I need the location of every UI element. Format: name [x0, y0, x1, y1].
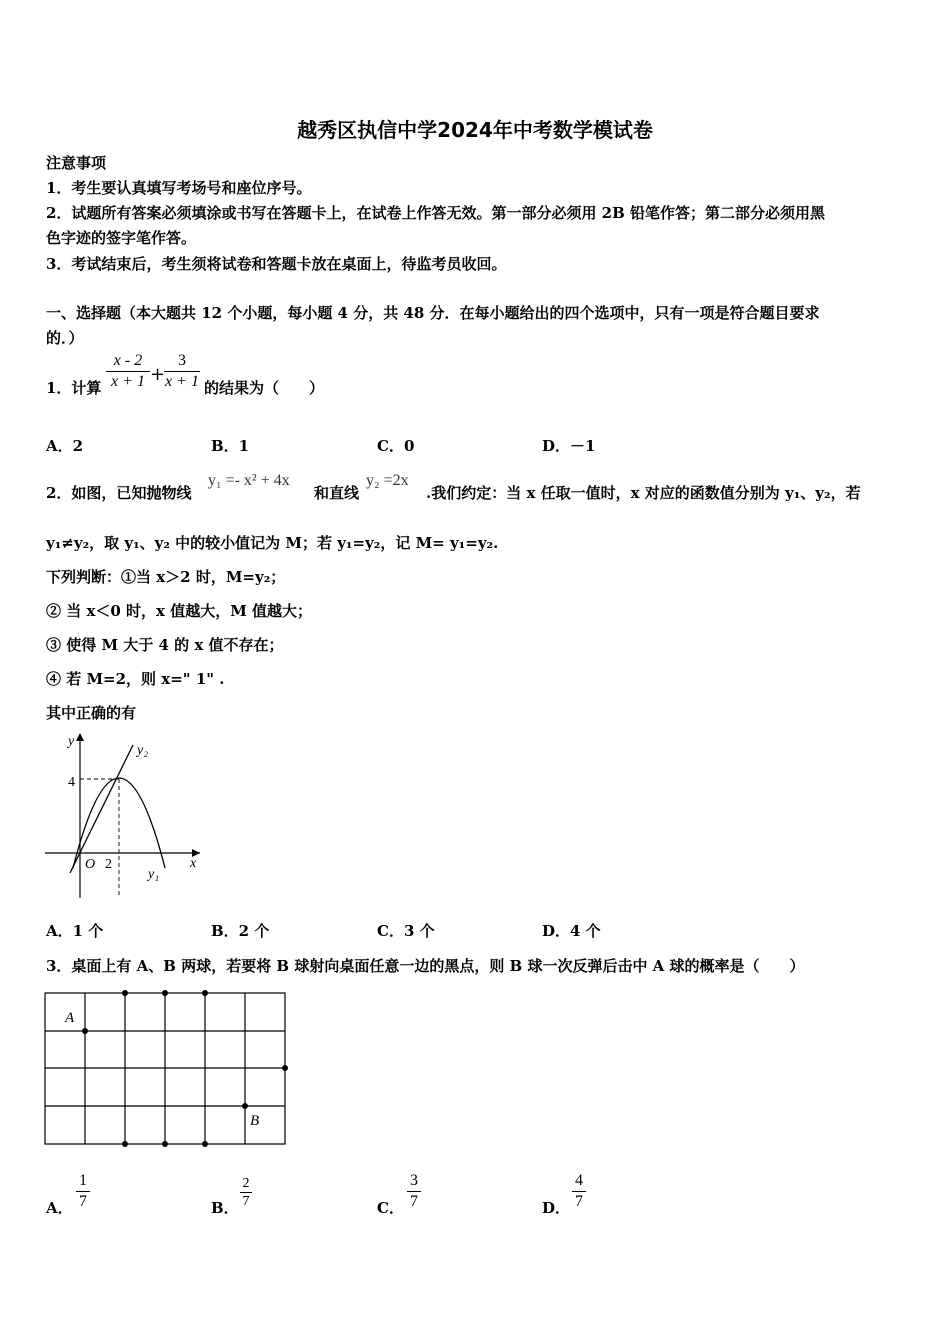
- q2-parabola-formula: y₁ =- x² + 4x: [208, 472, 290, 489]
- q3-table-grid: [40, 986, 296, 1151]
- q1-option-c: C．0: [377, 437, 415, 455]
- q3-option-d-fraction: [572, 1171, 586, 1212]
- frac-den: 7: [575, 1193, 583, 1210]
- q1-frac2-den: x + 1: [165, 373, 199, 390]
- q2-line2: y₁≠y₂，取 y₁、y₂ 中的较小值记为 M；若 y₁=y₂，记 M= y₁=y₂.: [46, 534, 499, 552]
- q2-line-formula: y₂ =2x: [366, 472, 409, 489]
- edge-point: [122, 990, 128, 996]
- q3-option-b-letter: B．: [211, 1199, 239, 1217]
- notice-item: 色字迹的签字笔作答。: [46, 229, 197, 247]
- edge-point: [122, 1141, 128, 1147]
- q1-fraction-1: [106, 351, 150, 392]
- q2-correct-prompt: 其中正确的有: [46, 704, 137, 722]
- q3-option-c-letter: C．: [377, 1199, 404, 1217]
- q2-text-part3: .我们约定：当 x 任取一值时，x 对应的函数值分别为 y₁、y₂，若: [426, 484, 861, 502]
- notice-heading: 注意事项: [46, 154, 107, 172]
- graph-y2-label: y₂: [137, 743, 149, 758]
- q2-judgement-2: ② 当 x＜0 时，x 值越大，M 值越大；: [46, 602, 313, 620]
- ball-b: [242, 1103, 248, 1109]
- frac-num: 4: [575, 1172, 583, 1189]
- graph-y-label: y: [68, 734, 75, 749]
- q3-option-a-fraction: [76, 1171, 90, 1212]
- q3-option-b-fraction: [240, 1175, 252, 1210]
- edge-point: [282, 1065, 288, 1071]
- y-axis-arrow: [76, 733, 84, 741]
- q2-option-a: A．1 个: [46, 922, 104, 940]
- q1-prefix: 1．计算: [46, 379, 102, 397]
- q2-text-part1: 2．如图，已知抛物线: [46, 484, 192, 502]
- edge-point: [162, 1141, 168, 1147]
- q2-option-d: D．4 个: [542, 922, 601, 940]
- edge-point: [162, 990, 168, 996]
- q3-option-d-letter: D．: [542, 1199, 571, 1217]
- q1-option-a: A．2: [46, 437, 84, 455]
- edge-point: [202, 990, 208, 996]
- notice-item: 1．考生要认真填写考场号和座位序号。: [46, 179, 312, 197]
- notice-item: 3．考试结束后，考生须将试卷和答题卡放在桌面上，待监考员收回。: [46, 255, 507, 273]
- q1-plus: +: [150, 364, 166, 385]
- page-title: 越秀区执信中学2024年中考数学模试卷: [297, 118, 653, 142]
- q3-option-c-fraction: [407, 1171, 421, 1212]
- frac-num: 2: [242, 1176, 250, 1191]
- q2-judgement-4: ④ 若 M=2，则 x=" 1" .: [46, 670, 225, 688]
- edge-point: [202, 1141, 208, 1147]
- label-a: A: [65, 1010, 75, 1026]
- ball-a: [82, 1028, 88, 1034]
- q1-suffix: 的结果为（ ）: [204, 379, 325, 397]
- graph-tick-4: 4: [68, 775, 75, 790]
- label-b: B: [250, 1113, 260, 1129]
- q1-option-d: D．－1: [542, 437, 596, 455]
- q2-graph: [40, 728, 210, 903]
- section-heading: 一、选择题（本大题共 12 个小题，每小题 4 分，共 48 分．在每小题给出的四个选项中，只有一项是符合题目要求: [46, 304, 820, 322]
- q2-judgement-3: ③ 使得 M 大于 4 的 x 值不存在；: [46, 636, 284, 654]
- frac-den: 7: [242, 1194, 250, 1209]
- q1-option-b: B．1: [211, 437, 250, 455]
- graph-origin: O: [85, 857, 96, 872]
- q1-frac2-num: 3: [178, 352, 186, 369]
- q1-frac1-num: x - 2: [113, 352, 143, 369]
- graph-tick-2: 2: [105, 857, 112, 872]
- q1-frac1-den: x + 1: [111, 373, 145, 390]
- q3-text: 3．桌面上有 A、B 两球，若要将 B 球射向桌面任意一边的黑点，则 B 球一次反弹后击中 A 球的概率是（ ）: [46, 957, 805, 975]
- graph-x-label: x: [190, 856, 197, 871]
- q2-judgement-1: 下列判断：①当 x＞2 时，M=y₂；: [46, 568, 286, 586]
- section-heading-cont: 的．）: [46, 329, 84, 347]
- q2-option-c: C．3 个: [377, 922, 435, 940]
- frac-den: 7: [410, 1193, 418, 1210]
- q3-option-a-letter: A．: [46, 1199, 73, 1217]
- graph-y1-label: y₁: [148, 867, 160, 882]
- q2-option-b: B．2 个: [211, 922, 270, 940]
- q1-fraction-2: [164, 351, 200, 392]
- q2-text-part2: 和直线: [314, 484, 360, 502]
- notice-item: 2．试题所有答案必须填涂或书写在答题卡上，在试卷上作答无效。第一部分必须用 2B 铅笔作答；第二部分必须用黑: [46, 204, 826, 222]
- frac-num: 1: [79, 1172, 87, 1189]
- frac-den: 7: [79, 1193, 87, 1210]
- frac-num: 3: [410, 1172, 418, 1189]
